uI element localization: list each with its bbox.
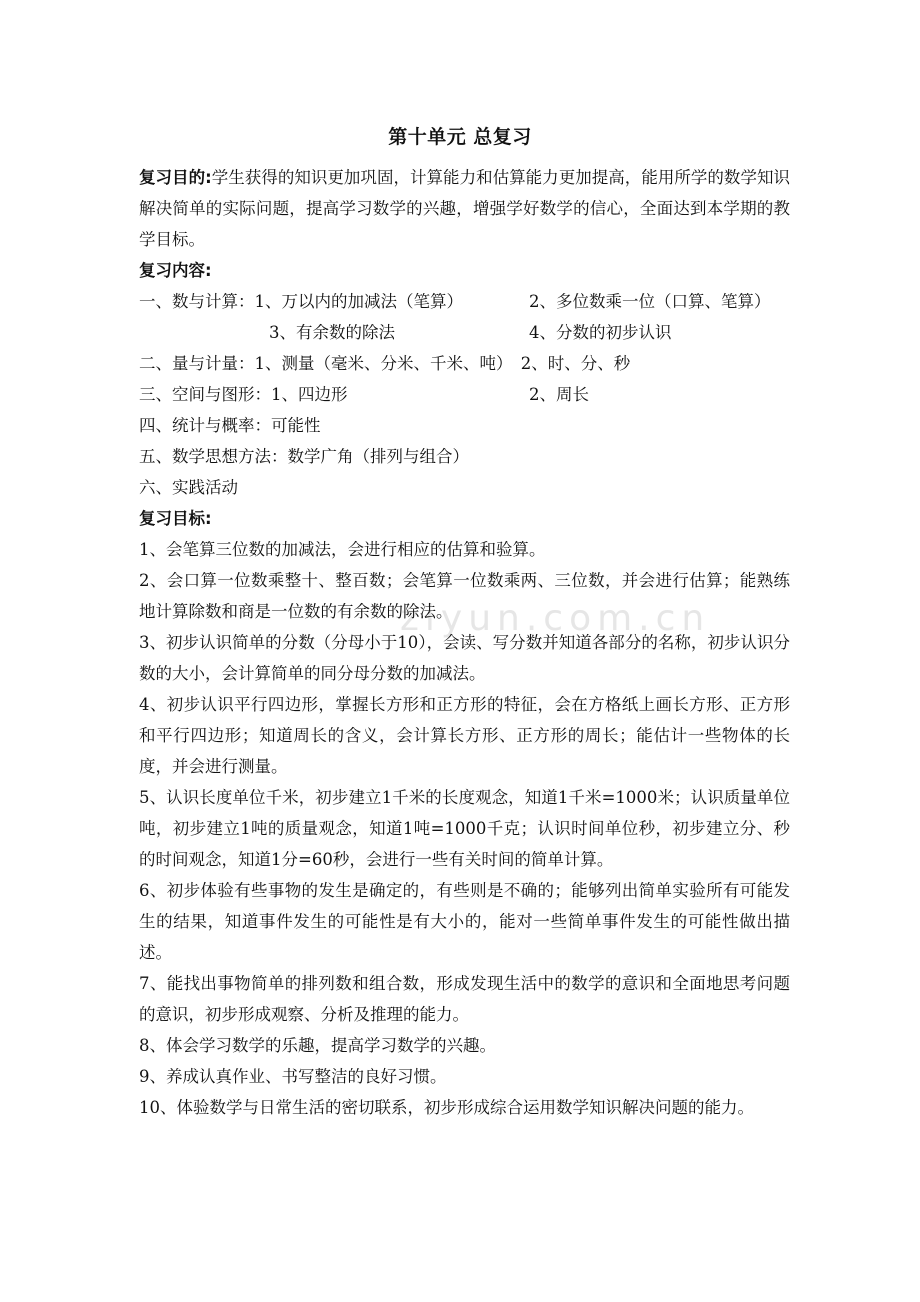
page-title: 第十单元 总复习 xyxy=(388,126,532,148)
content-row-6 xyxy=(139,441,790,472)
content-row-4-right: 2、周长 xyxy=(529,385,589,404)
goal-item: 10、体验数学与日常生活的密切联系，初步形成综合运用数学知识解决问题的能力。 xyxy=(139,1098,754,1117)
content-row-7-text: 六、实践活动 xyxy=(139,478,238,497)
document-body xyxy=(139,162,790,1123)
goal-item: 9、养成认真作业、书写整洁的良好习惯。 xyxy=(139,1067,447,1086)
content-row-4-left: 三、空间与图形：1、四边形 xyxy=(139,385,348,404)
content-row-3 xyxy=(139,348,790,379)
goal-item: 1、会笔算三位数的加减法，会进行相应的估算和验算。 xyxy=(139,540,546,559)
content-row-1-left: 一、数与计算：1、万以内的加减法（笔算） xyxy=(139,292,463,311)
content-row-1 xyxy=(139,286,790,317)
content-row-4 xyxy=(139,379,790,410)
content-row-2 xyxy=(139,317,790,348)
content-row-5 xyxy=(139,410,790,441)
content-heading: 复习内容: xyxy=(139,261,212,280)
content-row-3-text: 二、量与计量：1、测量（毫米、分米、千米、吨） 2、时、分、秒 xyxy=(139,354,631,373)
purpose-label: 复习目的: xyxy=(139,168,212,187)
watermark: ziyun.com.cn xyxy=(400,598,711,639)
content-row-5-text: 四、统计与概率：可能性 xyxy=(139,416,321,435)
goal-item: 7、能找出事物简单的排列数和组合数，形成发现生活中的数学的意识和全面地思考问题的意识，初步形成观察、分析及推理的能力。 xyxy=(139,974,790,1024)
goal-item: 2、会口算一位数乘整十、整百数；会笔算一位数乘两、三位数，并会进行估算；能熟练地计算除数和商是一位数的有余数的除法。 xyxy=(139,571,790,621)
content-row-2-left: 3、有余数的除法 xyxy=(269,323,395,342)
goals-heading: 复习目标: xyxy=(139,509,212,528)
purpose-text: 学生获得的知识更加巩固，计算能力和估算能力更加提高，能用所学的数学知识解决简单的实际问题，提高学习数学的兴趣，增强学好数学的信心，全面达到本学期的教学目标。 xyxy=(139,168,791,249)
goal-item: 6、初步体验有些事物的发生是确定的，有些则是不确的；能够列出简单实验所有可能发生的结果，知道事件发生的可能性是有大小的，能对一些简单事件发生的可能性做出描述。 xyxy=(139,881,790,962)
content-row-2-right: 4、分数的初步认识 xyxy=(529,323,672,342)
content-row-2-indent xyxy=(139,317,269,348)
goal-item: 4、初步认识平行四边形，掌握长方形和正方形的特征，会在方格纸上画长方形、正方形和平行四边形；知道周长的含义，会计算长方形、正方形的周长；能估计一些物体的长度，并会进行测量。 xyxy=(139,695,790,776)
content-row-7 xyxy=(139,472,790,503)
purpose-paragraph xyxy=(139,162,790,255)
goal-item: 8、体会学习数学的乐趣，提高学习数学的兴趣。 xyxy=(139,1036,496,1055)
content-row-6-text: 五、数学思想方法：数学广角（排列与组合） xyxy=(139,447,469,466)
content-row-1-right: 2、多位数乘一位（口算、笔算） xyxy=(529,292,771,311)
goal-item: 5、认识长度单位千米，初步建立1千米的长度观念，知道1千米=1000米；认识质量单位吨，初步建立1吨的质量观念，知道1吨=1000千克；认识时间单位秒，初步建立分、秒的时间观念，知道1分=60秒，会进行一些有关时间的简单计算。 xyxy=(139,788,790,869)
goal-item: 3、初步认识简单的分数（分母小于10），会读、写分数并知道各部分的名称，初步认识分数的大小，会计算简单的同分母分数的加减法。 xyxy=(139,633,790,683)
